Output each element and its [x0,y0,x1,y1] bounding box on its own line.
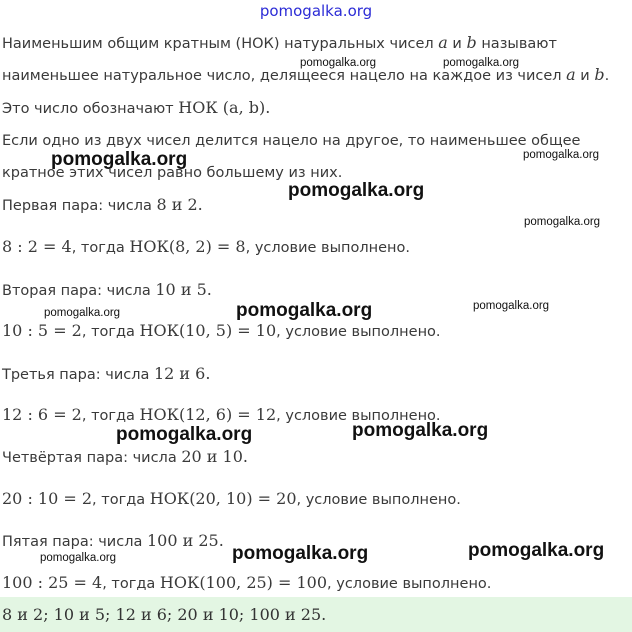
lcm-notation: НОК (a, b). [178,98,271,117]
watermark: pomogalka.org [116,424,253,445]
pair-numbers: 100 и 25. [146,531,224,550]
answer-box [0,597,632,632]
pair-title [2,281,212,300]
var-a: a [438,33,448,52]
watermark: pomogalka.org [352,420,489,441]
result-text: , условие выполнено. [276,408,441,424]
pair-numbers: 20 и 10. [181,447,248,466]
pair-calculation [2,322,441,341]
pair-calculation [2,490,461,509]
result-text: , условие выполнено. [296,492,461,508]
watermark: pomogalka.org [524,216,601,228]
pair-title-text: Пятая пара: числа [2,534,147,550]
watermark: pomogalka.org [443,57,520,69]
result-text: , условие выполнено. [327,576,492,592]
then-text: , тогда [102,576,160,592]
lcm-result: НОК(8, 2) = 8 [129,237,246,256]
site-header[interactable]: pomogalka.org [259,2,373,20]
pair-calculation [2,238,410,257]
pair-calculation [2,574,491,593]
intro-line-4: Если одно из двух чисел делится нацело на другое, то наименьшее общее [2,133,581,149]
watermark: pomogalka.org [236,300,373,321]
var-b: b [594,65,605,84]
pair-title-text: Четвёртая пара: числа [2,450,182,466]
division: 12 : 6 = 2 [2,405,82,424]
pair-title-text: Первая пара: числа [2,198,157,214]
watermark: pomogalka.org [44,307,121,319]
then-text: , тогда [92,492,150,508]
intro-text: Это число обозначают [2,101,179,117]
watermark: pomogalka.org [473,300,550,312]
pair-numbers: 12 и 6. [153,364,211,383]
var-b: b [466,33,477,52]
lcm-result: НОК(12, 6) = 12 [139,405,277,424]
then-text: , тогда [81,408,140,424]
pair-title [2,196,203,215]
intro-text: Наименьшим общим кратным (НОК) натуральных чисел [2,36,439,52]
pair-numbers: 10 и 5. [155,280,212,299]
watermark: pomogalka.org [51,149,188,170]
then-text: , тогда [71,240,130,256]
answer-text: 8 и 2; 10 и 5; 12 и 6; 20 и 10; 100 и 25. [2,605,327,624]
intro-text: называют [476,36,557,52]
result-text: , условие выполнено. [276,324,441,340]
division: 100 : 25 = 4 [2,573,103,592]
lcm-result: НОК(10, 5) = 10 [139,321,277,340]
intro-line-5: кратное этих чисел равно большему из них. [2,165,343,181]
pair-numbers: 8 и 2. [156,195,203,214]
pair-title [2,365,210,384]
then-text: , тогда [81,324,140,340]
intro-line-1 [2,34,557,53]
intro-and: и [575,68,595,84]
lcm-result: НОК(20, 10) = 20 [149,489,297,508]
pair-title [2,532,224,551]
pair-title [2,448,248,467]
intro-text: . [604,68,610,84]
division: 20 : 10 = 2 [2,489,93,508]
watermark: pomogalka.org [40,552,117,564]
watermark: pomogalka.org [288,180,425,201]
watermark: pomogalka.org [232,543,369,564]
watermark: pomogalka.org [523,149,600,161]
division: 8 : 2 = 4 [2,237,72,256]
pair-title-text: Вторая пара: числа [2,283,156,299]
intro-line-3 [2,99,270,118]
result-text: , условие выполнено. [245,240,410,256]
lcm-result: НОК(100, 25) = 100 [159,573,328,592]
pair-title-text: Третья пара: числа [2,367,154,383]
watermark: pomogalka.org [468,540,605,561]
intro-and: и [447,36,467,52]
var-a: a [566,65,576,84]
intro-text: наименьшее натуральное число, делящееся нацело на каждое из чисел [2,68,567,84]
watermark: pomogalka.org [300,57,377,69]
division: 10 : 5 = 2 [2,321,82,340]
